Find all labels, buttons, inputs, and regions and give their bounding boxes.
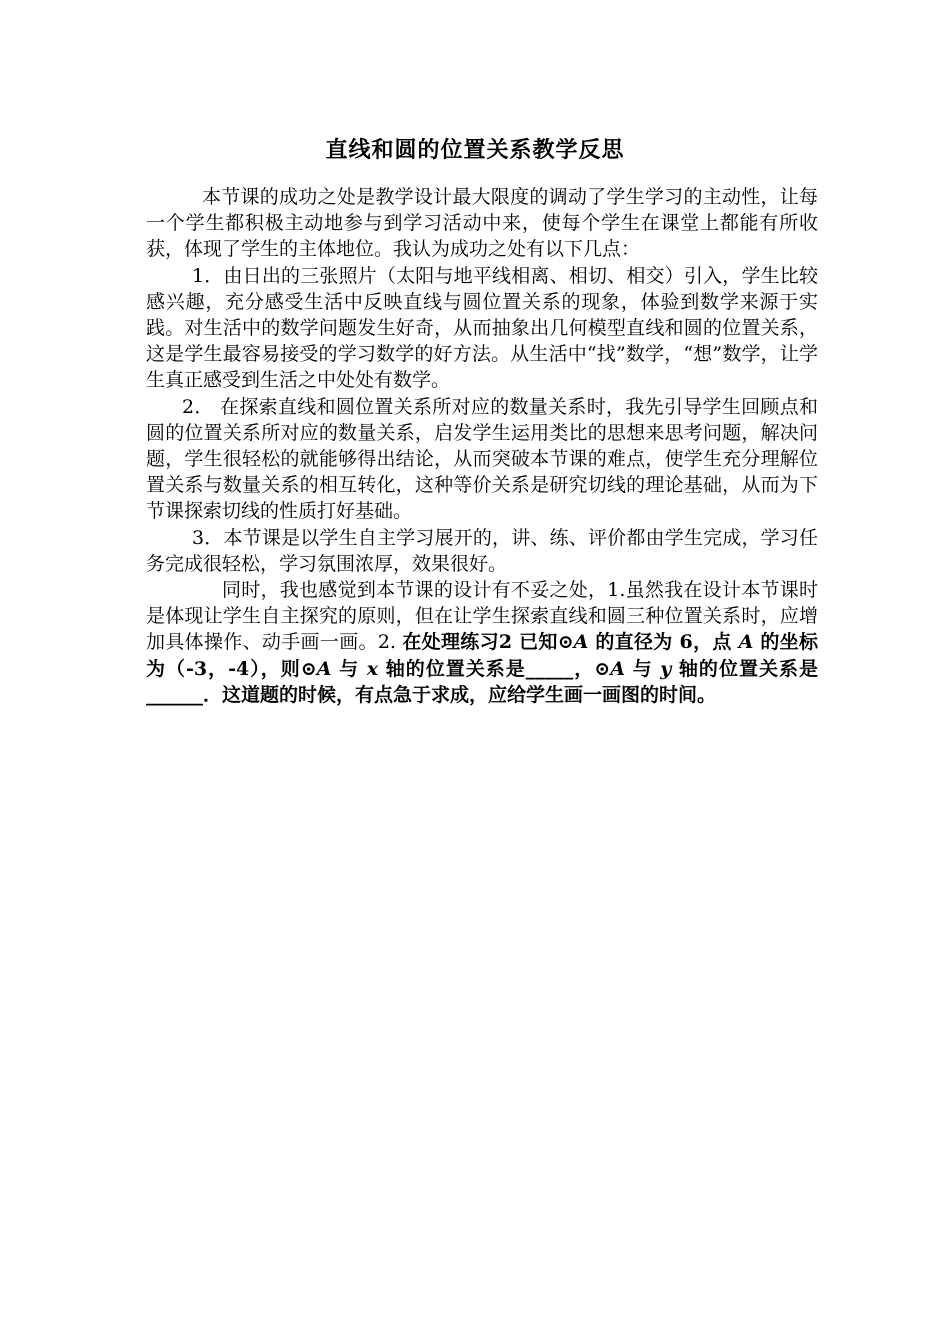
document-title: 直线和圆的位置关系教学反思 xyxy=(325,137,625,163)
exercise-text-7: 轴的位置关系是______．这道题的时候，有点急于求成，应给学生画一画图的时间。 xyxy=(146,657,818,706)
variable-a: A xyxy=(610,657,625,680)
variable-y: y xyxy=(660,657,672,680)
variable-a: A xyxy=(573,631,589,654)
variable-a: A xyxy=(316,657,332,680)
reflection-text: 同时，我也感觉到本节课的设计有不妥之处，1.虽然我在设计本节课时是体现让学生自主探究的原则，但在让学生探索直线和圆三种位置关系时，应增加具体操作、动手画一画。2. xyxy=(146,579,818,654)
document-body xyxy=(146,184,818,708)
paragraph-reflection xyxy=(146,577,818,708)
paragraph-point-3: 3．本节课是以学生自主学习展开的，讲、练、评价都由学生完成，学习任务完成很轻松，学习氛围浓厚，效果很好。 xyxy=(146,526,818,575)
variable-x: x xyxy=(366,657,379,680)
exercise-text-4: 与 xyxy=(331,657,367,680)
exercise-text-6: 与 xyxy=(624,657,661,680)
exercise-text-2: 的直径为 6，点 xyxy=(588,631,739,654)
variable-a: A xyxy=(738,631,754,654)
exercise-text-5: 轴的位置关系是_____，⊙ xyxy=(378,657,611,680)
paragraph-intro: 本节课的成功之处是教学设计最大限度的调动了学生学习的主动性，让每一个学生都积极主动地参与到学习活动中来，使每个学生在课堂上都能有所收获，体现了学生的主体地位。我认为成功之处有以下几点： xyxy=(146,186,818,261)
exercise-text-3: 的坐标为（-3，-4），则⊙ xyxy=(146,631,818,680)
exercise-text-1: 在处理练习2 已知⊙ xyxy=(402,631,574,654)
paragraph-point-1: 1．由日出的三张照片（太阳与地平线相离、相切、相交）引入，学生比较感兴趣，充分感受生活中反映直线与圆位置关系的现象，体验到数学来源于实践。对生活中的数学问题发生好奇，从而抽象出几何模型直线和圆的位置关系，这是学生最容易接受的学习数学的好方法。从生活中“找”数学，“想”数学，让学生真正感受到生活之中处处有数学。 xyxy=(146,264,818,392)
paragraph-point-2: 2． 在探索直线和圆位置关系所对应的数量关系时，我先引导学生回顾点和圆的位置关系所对应的数量关系，启发学生运用类比的思想来思考问题，解决问题，学生很轻松的就能够得出结论，从而突破本节课的难点，使学生充分理解位置关系与数量关系的相互转化，这种等价关系是研究切线的理论基础，从而为下节课探索切线的性质打好基础。 xyxy=(146,395,818,523)
